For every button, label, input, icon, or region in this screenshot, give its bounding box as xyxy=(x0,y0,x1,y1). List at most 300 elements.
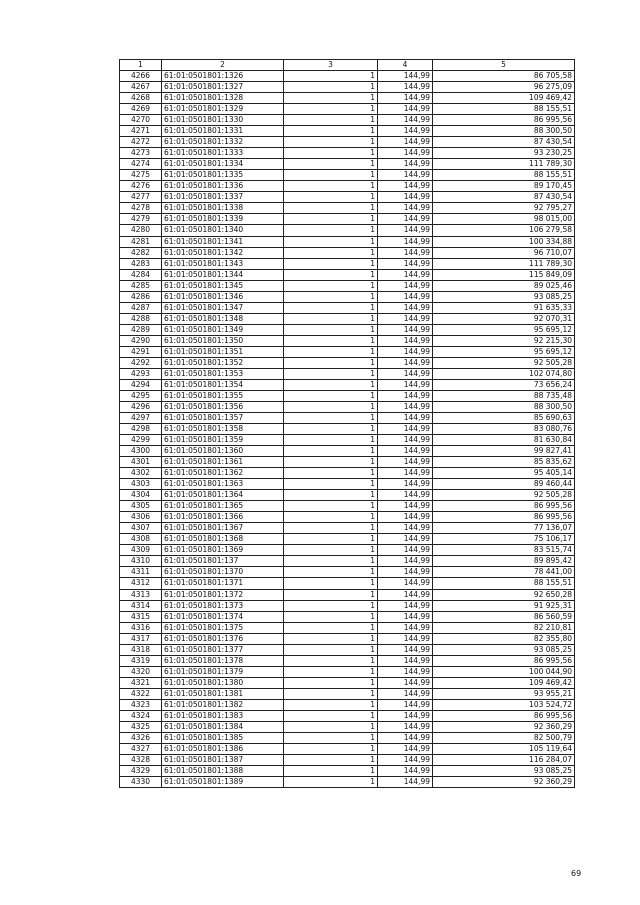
cadastral-number-cell: 61:01:0501801:1388 xyxy=(162,766,284,777)
table-row xyxy=(120,523,575,534)
table-row xyxy=(120,688,575,699)
table-row xyxy=(120,655,575,666)
table-row xyxy=(120,324,575,335)
row-number-cell: 4288 xyxy=(120,313,162,324)
table-row xyxy=(120,622,575,633)
quantity-cell: 1 xyxy=(284,766,378,777)
cadastral-number-cell: 61:01:0501801:1341 xyxy=(162,236,284,247)
unit-rate-cell: 144,99 xyxy=(378,666,433,677)
quantity-cell: 1 xyxy=(284,192,378,203)
unit-rate-cell: 144,99 xyxy=(378,170,433,181)
table-row xyxy=(120,479,575,490)
quantity-cell: 1 xyxy=(284,457,378,468)
table-row xyxy=(120,258,575,269)
row-number-cell: 4323 xyxy=(120,699,162,710)
cadastral-value-cell: 106 279,58 xyxy=(433,225,575,236)
quantity-cell: 1 xyxy=(284,302,378,313)
quantity-cell: 1 xyxy=(284,677,378,688)
data-table xyxy=(119,59,575,788)
row-number-cell: 4311 xyxy=(120,567,162,578)
quantity-cell: 1 xyxy=(284,390,378,401)
quantity-cell: 1 xyxy=(284,71,378,82)
table-row xyxy=(120,777,575,788)
table-body xyxy=(120,71,575,788)
quantity-cell: 1 xyxy=(284,159,378,170)
cadastral-number-cell: 61:01:0501801:1379 xyxy=(162,666,284,677)
cadastral-value-cell: 86 705,58 xyxy=(433,71,575,82)
cadastral-value-cell: 75 106,17 xyxy=(433,534,575,545)
quantity-cell: 1 xyxy=(284,269,378,280)
cadastral-number-cell: 61:01:0501801:1348 xyxy=(162,313,284,324)
table-row xyxy=(120,225,575,236)
cadastral-number-cell: 61:01:0501801:1355 xyxy=(162,390,284,401)
table-row xyxy=(120,446,575,457)
cadastral-value-cell: 92 650,28 xyxy=(433,589,575,600)
row-number-cell: 4274 xyxy=(120,159,162,170)
quantity-cell: 1 xyxy=(284,126,378,137)
cadastral-number-cell: 61:01:0501801:1377 xyxy=(162,644,284,655)
cadastral-value-cell: 87 430,54 xyxy=(433,137,575,148)
table-row xyxy=(120,236,575,247)
table-row xyxy=(120,126,575,137)
row-number-cell: 4315 xyxy=(120,611,162,622)
cadastral-number-cell: 61:01:0501801:1384 xyxy=(162,721,284,732)
unit-rate-cell: 144,99 xyxy=(378,236,433,247)
table-row xyxy=(120,644,575,655)
row-number-cell: 4304 xyxy=(120,490,162,501)
cadastral-value-cell: 78 441,00 xyxy=(433,567,575,578)
cadastral-value-cell: 111 789,30 xyxy=(433,258,575,269)
unit-rate-cell: 144,99 xyxy=(378,148,433,159)
cadastral-number-cell: 61:01:0501801:1368 xyxy=(162,534,284,545)
unit-rate-cell: 144,99 xyxy=(378,611,433,622)
quantity-cell: 1 xyxy=(284,346,378,357)
table-row xyxy=(120,501,575,512)
unit-rate-cell: 144,99 xyxy=(378,357,433,368)
row-number-cell: 4330 xyxy=(120,777,162,788)
unit-rate-cell: 144,99 xyxy=(378,192,433,203)
cadastral-value-cell: 86 995,56 xyxy=(433,710,575,721)
cadastral-value-cell: 100 044,90 xyxy=(433,666,575,677)
table-row xyxy=(120,766,575,777)
unit-rate-cell: 144,99 xyxy=(378,390,433,401)
row-number-cell: 4293 xyxy=(120,368,162,379)
table-row xyxy=(120,666,575,677)
unit-rate-cell: 144,99 xyxy=(378,688,433,699)
cadastral-value-cell: 99 827,41 xyxy=(433,446,575,457)
row-number-cell: 4267 xyxy=(120,82,162,93)
table-row xyxy=(120,534,575,545)
table-row xyxy=(120,732,575,743)
cadastral-number-cell: 61:01:0501801:1381 xyxy=(162,688,284,699)
row-number-cell: 4268 xyxy=(120,93,162,104)
quantity-cell: 1 xyxy=(284,258,378,269)
quantity-cell: 1 xyxy=(284,170,378,181)
row-number-cell: 4314 xyxy=(120,600,162,611)
table-row xyxy=(120,368,575,379)
cadastral-value-cell: 88 155,51 xyxy=(433,170,575,181)
header-col-2: 2 xyxy=(162,60,284,71)
table-row xyxy=(120,754,575,765)
row-number-cell: 4286 xyxy=(120,291,162,302)
row-number-cell: 4276 xyxy=(120,181,162,192)
table-row xyxy=(120,115,575,126)
table-row xyxy=(120,137,575,148)
quantity-cell: 1 xyxy=(284,401,378,412)
cadastral-number-cell: 61:01:0501801:1353 xyxy=(162,368,284,379)
table-row xyxy=(120,721,575,732)
unit-rate-cell: 144,99 xyxy=(378,104,433,115)
cadastral-number-cell: 61:01:0501801:1356 xyxy=(162,401,284,412)
row-number-cell: 4291 xyxy=(120,346,162,357)
cadastral-value-cell: 88 300,50 xyxy=(433,126,575,137)
row-number-cell: 4285 xyxy=(120,280,162,291)
table-row xyxy=(120,468,575,479)
quantity-cell: 1 xyxy=(284,589,378,600)
cadastral-number-cell: 61:01:0501801:1338 xyxy=(162,203,284,214)
row-number-cell: 4316 xyxy=(120,622,162,633)
unit-rate-cell: 144,99 xyxy=(378,633,433,644)
row-number-cell: 4266 xyxy=(120,71,162,82)
row-number-cell: 4272 xyxy=(120,137,162,148)
cadastral-number-cell: 61:01:0501801:1347 xyxy=(162,302,284,313)
unit-rate-cell: 144,99 xyxy=(378,523,433,534)
cadastral-number-cell: 61:01:0501801:1362 xyxy=(162,468,284,479)
quantity-cell: 1 xyxy=(284,490,378,501)
quantity-cell: 1 xyxy=(284,655,378,666)
unit-rate-cell: 144,99 xyxy=(378,225,433,236)
row-number-cell: 4306 xyxy=(120,512,162,523)
unit-rate-cell: 144,99 xyxy=(378,71,433,82)
row-number-cell: 4297 xyxy=(120,413,162,424)
unit-rate-cell: 144,99 xyxy=(378,777,433,788)
cadastral-value-cell: 91 925,31 xyxy=(433,600,575,611)
unit-rate-cell: 144,99 xyxy=(378,413,433,424)
quantity-cell: 1 xyxy=(284,446,378,457)
quantity-cell: 1 xyxy=(284,115,378,126)
unit-rate-cell: 144,99 xyxy=(378,401,433,412)
quantity-cell: 1 xyxy=(284,611,378,622)
cadastral-value-cell: 85 835,62 xyxy=(433,457,575,468)
row-number-cell: 4307 xyxy=(120,523,162,534)
quantity-cell: 1 xyxy=(284,148,378,159)
row-number-cell: 4308 xyxy=(120,534,162,545)
cadastral-number-cell: 61:01:0501801:1352 xyxy=(162,357,284,368)
unit-rate-cell: 144,99 xyxy=(378,699,433,710)
cadastral-value-cell: 100 334,88 xyxy=(433,236,575,247)
unit-rate-cell: 144,99 xyxy=(378,754,433,765)
cadastral-value-cell: 109 469,42 xyxy=(433,93,575,104)
cadastral-value-cell: 95 695,12 xyxy=(433,324,575,335)
table-row xyxy=(120,556,575,567)
cadastral-value-cell: 89 170,45 xyxy=(433,181,575,192)
cadastral-number-cell: 61:01:0501801:1366 xyxy=(162,512,284,523)
cadastral-value-cell: 88 300,50 xyxy=(433,401,575,412)
unit-rate-cell: 144,99 xyxy=(378,115,433,126)
table-row xyxy=(120,335,575,346)
unit-rate-cell: 144,99 xyxy=(378,203,433,214)
cadastral-number-cell: 61:01:0501801:1383 xyxy=(162,710,284,721)
quantity-cell: 1 xyxy=(284,754,378,765)
quantity-cell: 1 xyxy=(284,512,378,523)
header-col-3: 3 xyxy=(284,60,378,71)
table-row xyxy=(120,633,575,644)
table-row xyxy=(120,600,575,611)
table-row xyxy=(120,93,575,104)
cadastral-number-cell: 61:01:0501801:1326 xyxy=(162,71,284,82)
unit-rate-cell: 144,99 xyxy=(378,710,433,721)
quantity-cell: 1 xyxy=(284,424,378,435)
row-number-cell: 4322 xyxy=(120,688,162,699)
row-number-cell: 4271 xyxy=(120,126,162,137)
quantity-cell: 1 xyxy=(284,600,378,611)
cadastral-number-cell: 61:01:0501801:1375 xyxy=(162,622,284,633)
quantity-cell: 1 xyxy=(284,468,378,479)
cadastral-number-cell: 61:01:0501801:1358 xyxy=(162,424,284,435)
cadastral-value-cell: 82 210,81 xyxy=(433,622,575,633)
table-row xyxy=(120,280,575,291)
row-number-cell: 4281 xyxy=(120,236,162,247)
row-number-cell: 4329 xyxy=(120,766,162,777)
quantity-cell: 1 xyxy=(284,501,378,512)
cadastral-number-cell: 61:01:0501801:1354 xyxy=(162,379,284,390)
unit-rate-cell: 144,99 xyxy=(378,766,433,777)
row-number-cell: 4275 xyxy=(120,170,162,181)
quantity-cell: 1 xyxy=(284,545,378,556)
table-row xyxy=(120,567,575,578)
unit-rate-cell: 144,99 xyxy=(378,468,433,479)
unit-rate-cell: 144,99 xyxy=(378,346,433,357)
unit-rate-cell: 144,99 xyxy=(378,655,433,666)
cadastral-value-cell: 82 355,80 xyxy=(433,633,575,644)
cadastral-number-cell: 61:01:0501801:1360 xyxy=(162,446,284,457)
table-row xyxy=(120,390,575,401)
table-row xyxy=(120,170,575,181)
row-number-cell: 4298 xyxy=(120,424,162,435)
row-number-cell: 4289 xyxy=(120,324,162,335)
table-row xyxy=(120,313,575,324)
table-row xyxy=(120,148,575,159)
cadastral-number-cell: 61:01:0501801:1361 xyxy=(162,457,284,468)
cadastral-value-cell: 86 995,56 xyxy=(433,512,575,523)
row-number-cell: 4296 xyxy=(120,401,162,412)
table-row xyxy=(120,346,575,357)
unit-rate-cell: 144,99 xyxy=(378,335,433,346)
unit-rate-cell: 144,99 xyxy=(378,446,433,457)
quantity-cell: 1 xyxy=(284,368,378,379)
cadastral-value-cell: 96 275,09 xyxy=(433,82,575,93)
unit-rate-cell: 144,99 xyxy=(378,93,433,104)
cadastral-value-cell: 89 460,44 xyxy=(433,479,575,490)
row-number-cell: 4283 xyxy=(120,258,162,269)
quantity-cell: 1 xyxy=(284,710,378,721)
unit-rate-cell: 144,99 xyxy=(378,159,433,170)
cadastral-value-cell: 92 215,30 xyxy=(433,335,575,346)
cadastral-number-cell: 61:01:0501801:1330 xyxy=(162,115,284,126)
unit-rate-cell: 144,99 xyxy=(378,479,433,490)
row-number-cell: 4299 xyxy=(120,435,162,446)
quantity-cell: 1 xyxy=(284,203,378,214)
table-row xyxy=(120,743,575,754)
table-row xyxy=(120,578,575,589)
cadastral-value-cell: 92 795,27 xyxy=(433,203,575,214)
cadastral-number-cell: 61:01:0501801:1349 xyxy=(162,324,284,335)
row-number-cell: 4284 xyxy=(120,269,162,280)
table-row xyxy=(120,247,575,258)
cadastral-number-cell: 61:01:0501801:1357 xyxy=(162,413,284,424)
cadastral-value-cell: 86 995,56 xyxy=(433,115,575,126)
cadastral-number-cell: 61:01:0501801:1328 xyxy=(162,93,284,104)
quantity-cell: 1 xyxy=(284,313,378,324)
cadastral-number-cell: 61:01:0501801:1346 xyxy=(162,291,284,302)
table-row xyxy=(120,192,575,203)
table-row xyxy=(120,203,575,214)
quantity-cell: 1 xyxy=(284,743,378,754)
quantity-cell: 1 xyxy=(284,644,378,655)
row-number-cell: 4287 xyxy=(120,302,162,313)
unit-rate-cell: 144,99 xyxy=(378,247,433,258)
cadastral-value-cell: 93 085,25 xyxy=(433,766,575,777)
unit-rate-cell: 144,99 xyxy=(378,490,433,501)
unit-rate-cell: 144,99 xyxy=(378,214,433,225)
quantity-cell: 1 xyxy=(284,721,378,732)
cadastral-value-cell: 92 360,29 xyxy=(433,777,575,788)
cadastral-value-cell: 93 230,25 xyxy=(433,148,575,159)
cadastral-number-cell: 61:01:0501801:1374 xyxy=(162,611,284,622)
cadastral-number-cell: 61:01:0501801:1365 xyxy=(162,501,284,512)
row-number-cell: 4328 xyxy=(120,754,162,765)
cadastral-value-cell: 92 505,28 xyxy=(433,357,575,368)
table-row xyxy=(120,401,575,412)
unit-rate-cell: 144,99 xyxy=(378,424,433,435)
cadastral-value-cell: 86 995,56 xyxy=(433,501,575,512)
cadastral-number-cell: 61:01:0501801:1373 xyxy=(162,600,284,611)
table-row xyxy=(120,104,575,115)
cadastral-value-cell: 93 085,25 xyxy=(433,291,575,302)
quantity-cell: 1 xyxy=(284,324,378,335)
table-header xyxy=(120,60,575,71)
row-number-cell: 4292 xyxy=(120,357,162,368)
unit-rate-cell: 144,99 xyxy=(378,137,433,148)
cadastral-value-cell: 87 430,54 xyxy=(433,192,575,203)
unit-rate-cell: 144,99 xyxy=(378,622,433,633)
cadastral-number-cell: 61:01:0501801:1364 xyxy=(162,490,284,501)
table-row xyxy=(120,424,575,435)
unit-rate-cell: 144,99 xyxy=(378,600,433,611)
cadastral-value-cell: 93 085,25 xyxy=(433,644,575,655)
row-number-cell: 4327 xyxy=(120,743,162,754)
unit-rate-cell: 144,99 xyxy=(378,501,433,512)
row-number-cell: 4294 xyxy=(120,379,162,390)
cadastral-number-cell: 61:01:0501801:1343 xyxy=(162,258,284,269)
row-number-cell: 4278 xyxy=(120,203,162,214)
unit-rate-cell: 144,99 xyxy=(378,512,433,523)
unit-rate-cell: 144,99 xyxy=(378,368,433,379)
quantity-cell: 1 xyxy=(284,181,378,192)
cadastral-number-cell: 61:01:0501801:1337 xyxy=(162,192,284,203)
unit-rate-cell: 144,99 xyxy=(378,435,433,446)
row-number-cell: 4319 xyxy=(120,655,162,666)
cadastral-value-cell: 83 515,74 xyxy=(433,545,575,556)
cadastral-number-cell: 61:01:0501801:1336 xyxy=(162,181,284,192)
row-number-cell: 4321 xyxy=(120,677,162,688)
row-number-cell: 4320 xyxy=(120,666,162,677)
quantity-cell: 1 xyxy=(284,777,378,788)
cadastral-number-cell: 61:01:0501801:1345 xyxy=(162,280,284,291)
row-number-cell: 4282 xyxy=(120,247,162,258)
header-col-4: 4 xyxy=(378,60,433,71)
cadastral-number-cell: 61:01:0501801:1339 xyxy=(162,214,284,225)
row-number-cell: 4305 xyxy=(120,501,162,512)
quantity-cell: 1 xyxy=(284,688,378,699)
row-number-cell: 4280 xyxy=(120,225,162,236)
header-col-5: 5 xyxy=(433,60,575,71)
cadastral-number-cell: 61:01:0501801:1342 xyxy=(162,247,284,258)
quantity-cell: 1 xyxy=(284,413,378,424)
unit-rate-cell: 144,99 xyxy=(378,82,433,93)
row-number-cell: 4290 xyxy=(120,335,162,346)
unit-rate-cell: 144,99 xyxy=(378,721,433,732)
cadastral-number-cell: 61:01:0501801:1367 xyxy=(162,523,284,534)
cadastral-value-cell: 95 695,12 xyxy=(433,346,575,357)
quantity-cell: 1 xyxy=(284,534,378,545)
cadastral-number-cell: 61:01:0501801:1380 xyxy=(162,677,284,688)
cadastral-number-cell: 61:01:0501801:1344 xyxy=(162,269,284,280)
unit-rate-cell: 144,99 xyxy=(378,324,433,335)
unit-rate-cell: 144,99 xyxy=(378,258,433,269)
quantity-cell: 1 xyxy=(284,82,378,93)
cadastral-number-cell: 61:01:0501801:1351 xyxy=(162,346,284,357)
table-row xyxy=(120,611,575,622)
quantity-cell: 1 xyxy=(284,633,378,644)
table-row xyxy=(120,435,575,446)
cadastral-number-cell: 61:01:0501801:1332 xyxy=(162,137,284,148)
cadastral-value-cell: 116 284,07 xyxy=(433,754,575,765)
table-row xyxy=(120,71,575,82)
cadastral-value-cell: 86 560,59 xyxy=(433,611,575,622)
cadastral-value-cell: 88 735,48 xyxy=(433,390,575,401)
cadastral-number-cell: 61:01:0501801:1333 xyxy=(162,148,284,159)
cadastral-value-cell: 88 155,51 xyxy=(433,104,575,115)
table-row xyxy=(120,677,575,688)
cadastral-value-cell: 95 405,14 xyxy=(433,468,575,479)
quantity-cell: 1 xyxy=(284,104,378,115)
cadastral-number-cell: 61:01:0501801:1378 xyxy=(162,655,284,666)
cadastral-value-cell: 73 656,24 xyxy=(433,379,575,390)
row-number-cell: 4325 xyxy=(120,721,162,732)
row-number-cell: 4300 xyxy=(120,446,162,457)
page-number: 69 xyxy=(571,869,582,878)
row-number-cell: 4313 xyxy=(120,589,162,600)
cadastral-number-cell: 61:01:0501801:1327 xyxy=(162,82,284,93)
table-row xyxy=(120,357,575,368)
cadastral-value-cell: 92 505,28 xyxy=(433,490,575,501)
row-number-cell: 4279 xyxy=(120,214,162,225)
quantity-cell: 1 xyxy=(284,291,378,302)
unit-rate-cell: 144,99 xyxy=(378,457,433,468)
quantity-cell: 1 xyxy=(284,699,378,710)
quantity-cell: 1 xyxy=(284,137,378,148)
quantity-cell: 1 xyxy=(284,357,378,368)
unit-rate-cell: 144,99 xyxy=(378,589,433,600)
table-row xyxy=(120,159,575,170)
unit-rate-cell: 144,99 xyxy=(378,280,433,291)
cadastral-number-cell: 61:01:0501801:1359 xyxy=(162,435,284,446)
cadastral-value-cell: 93 955,21 xyxy=(433,688,575,699)
cadastral-value-cell: 89 025,46 xyxy=(433,280,575,291)
cadastral-number-cell: 61:01:0501801:1382 xyxy=(162,699,284,710)
row-number-cell: 4295 xyxy=(120,390,162,401)
